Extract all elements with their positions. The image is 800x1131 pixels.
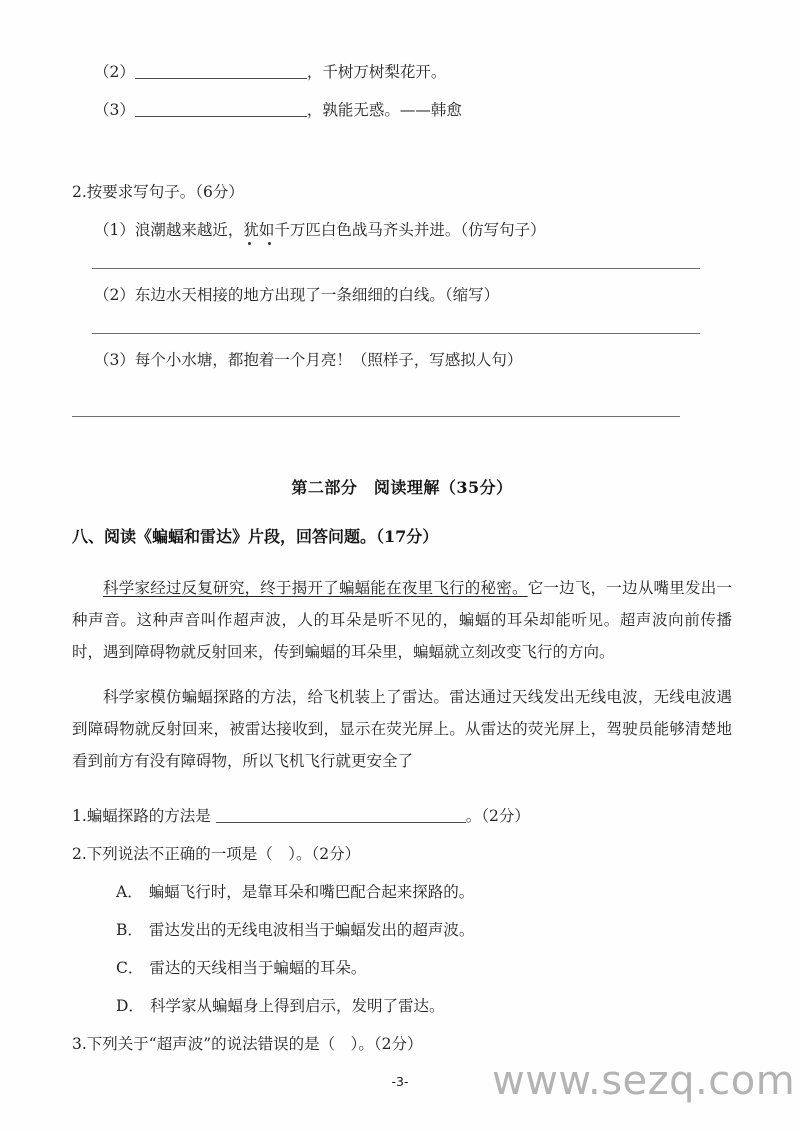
passage-underlined-sentence: 科学家经过反复研究，终于揭开了蝙蝠能在夜里飞行的秘密。: [103, 579, 528, 598]
sentence-task-item-3: [72, 348, 732, 372]
passage-paragraph-2: 科学家模仿蝙蝠探路的方法，给飞机装上了雷达。雷达通过天线发出无线电波，无线电波遇到障碍物就反射回来，被雷达接收到，显示在荧光屏上。从雷达的荧光屏上，驾驶员能够清楚地看到前方有没有障碍物，所以飞机飞行就更安全了: [72, 688, 732, 770]
question-2-choice-b[interactable]: [72, 918, 732, 942]
poetry-item-2-blank[interactable]: [135, 63, 307, 80]
spacer: [72, 417, 732, 475]
question-3: 3.下列关于“超声波”的说法错误的是（ ）。（2分）: [72, 1034, 423, 1053]
spacer: [72, 866, 732, 880]
choice-b-text: 雷达发出的无线电波相当于蝙蝠发出的超声波。: [148, 920, 475, 939]
poetry-item-3: [72, 98, 732, 122]
sentence-task-item-1-post: 千万匹白色战马齐头并进。（仿写句子）: [274, 221, 546, 240]
sentence-task-item-1-emphasis: 犹如: [243, 221, 275, 240]
part-two-title: 第二部分 阅读理解（35分）: [291, 478, 513, 498]
spacer: [72, 372, 732, 416]
question-2: 2.下列说法不正确的一项是（ ）。（2分）: [72, 844, 361, 863]
spacer: [72, 334, 732, 348]
question-1-blank[interactable]: [216, 806, 466, 823]
spacer: [72, 84, 732, 98]
spacer: [72, 242, 732, 268]
poetry-item-3-number: （3）: [94, 101, 135, 120]
question-1-score: 。（2分）: [465, 806, 530, 825]
question-2-choice-a[interactable]: [72, 880, 732, 904]
poetry-item-3-blank[interactable]: [135, 101, 307, 118]
spacer: [72, 1018, 732, 1032]
question-1-prompt: 1.蝙蝠探路的方法是: [72, 806, 211, 825]
spacer: [72, 122, 732, 180]
spacer: [72, 269, 732, 283]
choice-a-text: 蝙蝠飞行时，是靠耳朵和嘴巴配合起来探路的。: [148, 882, 475, 901]
spacer: [72, 547, 732, 573]
poetry-item-2-number: （2）: [94, 63, 135, 81]
sentence-task-item-2: [72, 283, 732, 307]
sentence-task-item-1-number: （1）: [94, 221, 135, 240]
passage-paragraph-1-rest: 它一边飞，一边从嘴里发出一种声音。这种声音叫作超声波，人的耳朵是听不见的，蝙蝠的耳朵却能听见。超声波向前传播时，遇到障碍物就反射回来，传到蝙蝠的耳朵里，蝙蝠就立刻改变飞行的方向。: [72, 579, 732, 661]
site-watermark: www.sezq.com: [492, 1058, 796, 1104]
spacer: [72, 828, 732, 842]
sentence-task-item-2-number: （2）: [94, 286, 135, 305]
choice-d-text: 科学家从蝙蝠身上得到启示，发明了雷达。: [149, 996, 445, 1015]
spacer: [72, 904, 732, 918]
sentence-task-item-2-text: 东边水天相接的地方出现了一条细细的白线。（缩写）: [134, 286, 500, 305]
spacer: [72, 980, 732, 994]
page-number: -3-: [391, 1074, 409, 1089]
question-2-choice-d[interactable]: [72, 994, 732, 1018]
choice-c-tag: C．: [116, 958, 144, 977]
section-eight-heading: 八、阅读《蝙蝠和雷达》片段，回答问题。（17分）: [72, 527, 439, 547]
spacer: [72, 204, 732, 218]
page-content: [72, 60, 732, 1056]
poetry-item-2-text: ，千树万树梨花开。: [306, 63, 447, 81]
question-2-choice-c[interactable]: [72, 956, 732, 980]
passage-paragraph-1: [72, 573, 732, 668]
sentence-task-item-3-text: 每个小水塘，都抱着一个月亮！（照样子，写感拟人句）: [134, 351, 523, 370]
spacer: [72, 778, 732, 804]
spacer: [72, 307, 732, 333]
spacer: [72, 498, 732, 524]
question-1: [72, 804, 732, 828]
spacer: [72, 668, 732, 682]
sentence-task-heading: 2.按要求写句子。（6分）: [72, 183, 244, 202]
sentence-task-item-3-number: （3）: [94, 351, 135, 370]
spacer: [72, 942, 732, 956]
sentence-task-item-1-pre: 浪潮越来越近，: [134, 221, 244, 240]
sentence-task-item-1: [72, 218, 732, 242]
choice-d-tag: D．: [116, 996, 144, 1015]
poetry-item-3-text: ，孰能无惑。——韩愈: [306, 101, 462, 120]
choice-a-tag: A．: [116, 882, 143, 901]
choice-b-tag: B．: [116, 920, 143, 939]
choice-c-text: 雷达的天线相当于蝙蝠的耳朵。: [149, 958, 367, 977]
poetry-item-2: [72, 60, 732, 84]
